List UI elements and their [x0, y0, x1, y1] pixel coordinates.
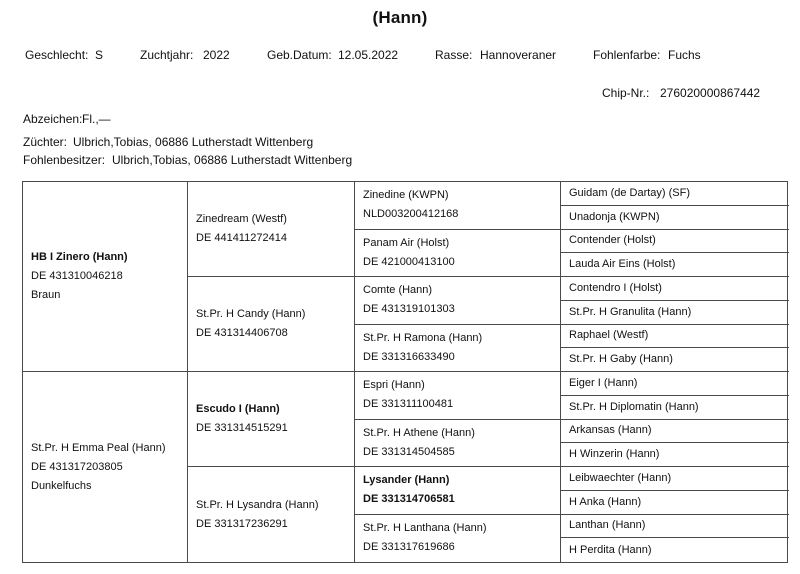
pedigree-cell-gen4 — [561, 348, 789, 372]
geschlecht-value: S — [95, 48, 104, 62]
horse-name: Zinedine (KWPN) — [363, 189, 449, 202]
gebdatum-label: Geb.Datum: — [267, 48, 332, 62]
fohlenbesitzer-value: Ulbrich,Tobias, 06886 Lutherstadt Wittenberg — [112, 153, 353, 167]
pedigree-cell-gen4 — [561, 253, 789, 277]
horse-color: Braun — [31, 289, 61, 301]
pedigree-cell-gen2 — [188, 277, 355, 372]
horse-name: St.Pr. H Granulita (Hann) — [569, 305, 692, 318]
fohlenbesitzer-row — [0, 153, 800, 167]
abzeichen-row — [0, 112, 800, 126]
horse-name: Contendro I (Holst) — [569, 281, 662, 294]
horse-name: Escudo I (Hann) — [196, 403, 280, 415]
horse-name: HB I Zinero (Hann) — [31, 251, 128, 263]
horse-name: Arkansas (Hann) — [569, 424, 652, 437]
pedigree-cell-gen4 — [561, 325, 789, 349]
horse-color: Dunkelfuchs — [31, 479, 92, 492]
abzeichen-value: Fl.,— — [82, 112, 111, 126]
pedigree-cell-gen4 — [561, 372, 789, 396]
horse-name: St.Pr. H Ramona (Hann) — [363, 331, 483, 344]
pedigree-cell-gen2 — [188, 182, 355, 277]
horse-name: Lysander (Hann) — [363, 474, 450, 487]
chipnr-value: 276020000867442 — [660, 86, 761, 100]
pedigree-cell-gen3 — [355, 467, 561, 515]
horse-name: St.Pr. H Candy (Hann) — [196, 308, 306, 320]
zuchtjahr-value: 2022 — [203, 48, 230, 62]
pedigree-cell-gen3 — [355, 230, 561, 278]
page-title: (Hann) — [372, 8, 428, 27]
pedigree-cell-gen4 — [561, 491, 789, 515]
horse-name: St.Pr. H Emma Peal (Hann) — [31, 441, 166, 454]
pedigree-cell-gen3 — [355, 420, 561, 468]
fohlenfarbe-label: Fohlenfarbe: — [593, 48, 661, 62]
pedigree-cell-gen3 — [355, 325, 561, 373]
header-fields-row — [0, 48, 800, 62]
zuchtjahr-label: Zuchtjahr: — [140, 48, 194, 62]
horse-name: St.Pr. H Gaby (Hann) — [569, 353, 673, 366]
horse-id: DE 331317619686 — [363, 541, 455, 554]
horse-id: DE 331314515291 — [196, 422, 288, 434]
horse-name: H Anka (Hann) — [569, 495, 642, 508]
pedigree-cell-gen4 — [561, 538, 789, 562]
chip-row — [0, 86, 800, 100]
horse-name: Eiger I (Hann) — [569, 376, 638, 389]
pedigree-cell-gen3 — [355, 182, 561, 230]
pedigree-cell-gen4 — [561, 467, 789, 491]
zuechter-value: Ulbrich,Tobias, 06886 Lutherstadt Wittenberg — [73, 135, 314, 149]
chipnr-label: Chip-Nr.: — [602, 86, 650, 100]
horse-name: Panam Air (Holst) — [363, 236, 450, 249]
geschlecht-label: Geschlecht: — [25, 48, 89, 62]
horse-name: Contender (Holst) — [569, 234, 656, 247]
horse-id: DE 431319101303 — [363, 303, 455, 316]
horse-name: H Winzerin (Hann) — [569, 448, 660, 461]
pedigree-cell-gen4 — [561, 182, 789, 206]
horse-name: Leibwaechter (Hann) — [569, 471, 672, 484]
horse-name: Zinedream (Westf) — [196, 213, 287, 225]
horse-name: Lauda Air Eins (Holst) — [569, 258, 676, 271]
horse-name: St.Pr. H Lysandra (Hann) — [196, 498, 319, 511]
pedigree-cell-gen3 — [355, 515, 561, 563]
horse-id: DE 331317236291 — [196, 517, 288, 530]
horse-id: DE 431310046218 — [31, 270, 123, 282]
rasse-label: Rasse: — [435, 48, 473, 62]
pedigree-cell-gen4 — [561, 206, 789, 230]
horse-id: DE 331314504585 — [363, 445, 455, 458]
horse-name: Guidam (de Dartay) (SF) — [569, 186, 691, 199]
pedigree-cell-gen4 — [561, 443, 789, 467]
pedigree-cell-gen4 — [561, 277, 789, 301]
horse-name: St.Pr. H Athene (Hann) — [363, 426, 475, 439]
horse-id: DE 331314706581 — [363, 493, 455, 506]
pedigree-cell-gen3 — [355, 277, 561, 325]
pedigree-cell-gen4 — [561, 301, 789, 325]
rasse-value: Hannoveraner — [480, 48, 557, 62]
pedigree-cell-gen4 — [561, 230, 789, 254]
horse-name: H Perdita (Hann) — [569, 543, 652, 556]
fohlenfarbe-value: Fuchs — [668, 48, 701, 62]
pedigree-cell-gen3 — [355, 372, 561, 420]
pedigree-cell-gen4 — [561, 420, 789, 444]
horse-id: DE 331311100481 — [363, 398, 454, 411]
horse-id: DE 331316633490 — [363, 350, 455, 363]
zuechter-row — [0, 135, 800, 149]
horse-name: Raphael (Westf) — [569, 329, 649, 342]
horse-id: DE 431317203805 — [31, 460, 123, 473]
horse-id: DE 431314406708 — [196, 327, 288, 339]
horse-id: DE 421000413100 — [363, 255, 455, 268]
horse-id: DE 441411272414 — [196, 232, 287, 244]
fohlenbesitzer-label: Fohlenbesitzer: — [23, 153, 106, 167]
horse-name: Lanthan (Hann) — [569, 519, 646, 532]
horse-name: St.Pr. H Lanthana (Hann) — [363, 522, 487, 535]
abzeichen-label: Abzeichen: — [23, 112, 83, 126]
zuechter-label: Züchter: — [23, 135, 68, 149]
pedigree-cell-gen2 — [188, 467, 355, 562]
pedigree-cell-gen4 — [561, 396, 789, 420]
horse-id: NLD003200412168 — [363, 208, 459, 221]
pedigree-cell-dam — [23, 372, 188, 562]
pedigree-cell-sire — [23, 182, 188, 372]
horse-name: Comte (Hann) — [363, 284, 433, 297]
pedigree-cell-gen4 — [561, 515, 789, 539]
horse-name: St.Pr. H Diplomatin (Hann) — [569, 400, 699, 413]
gebdatum-value: 12.05.2022 — [338, 48, 399, 62]
horse-name: Espri (Hann) — [363, 379, 425, 392]
horse-name: Unadonja (KWPN) — [569, 210, 660, 223]
pedigree-cell-gen2 — [188, 372, 355, 467]
pedigree-table — [22, 181, 788, 563]
